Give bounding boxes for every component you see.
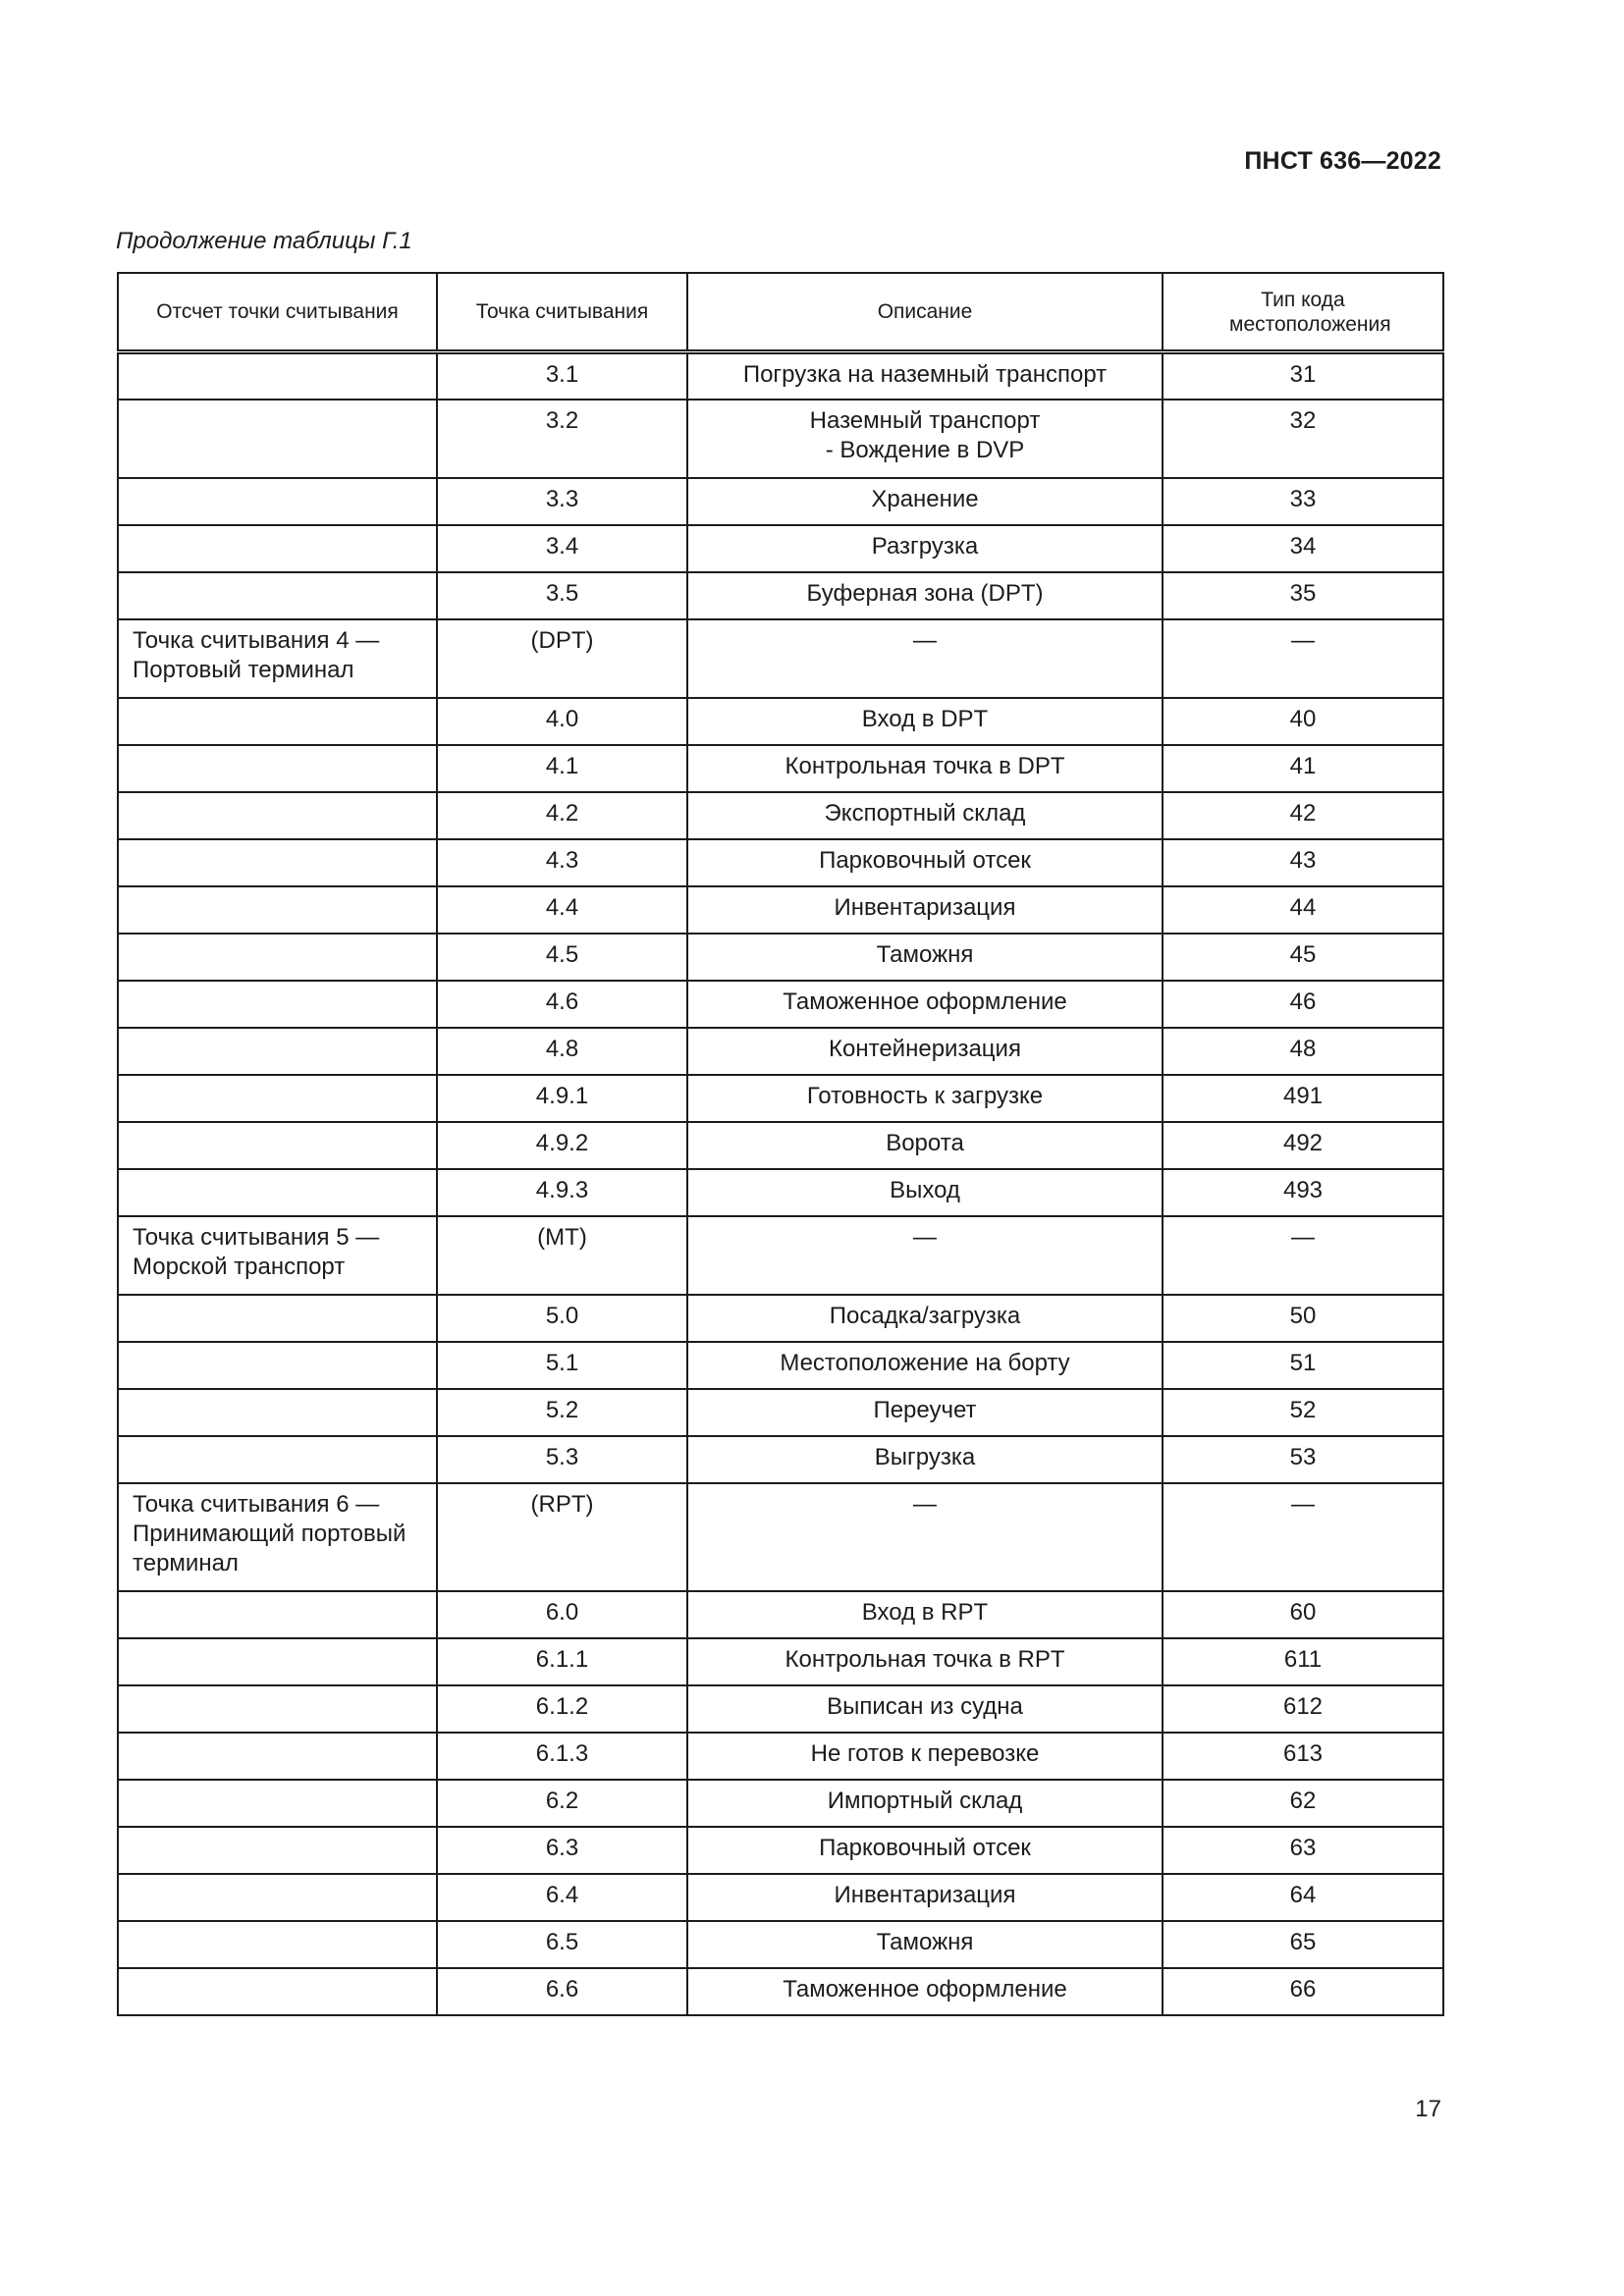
- reading-points-table: [117, 272, 1444, 2016]
- cell-reading-point: 5.1: [437, 1342, 687, 1389]
- cell-description: Парковочный отсек: [687, 839, 1163, 886]
- table-row: [118, 1968, 1443, 2015]
- cell-reading-point: 4.5: [437, 934, 687, 981]
- table-row: [118, 1733, 1443, 1780]
- cell-location-code: 491: [1163, 1075, 1443, 1122]
- cell-location-code: 64: [1163, 1874, 1443, 1921]
- table-row: [118, 1827, 1443, 1874]
- cell-description: Парковочный отсек: [687, 1827, 1163, 1874]
- table-row: [118, 934, 1443, 981]
- table-header-row: [118, 273, 1443, 352]
- table-row: [118, 1685, 1443, 1733]
- cell-reading-point-group: [118, 1295, 437, 1342]
- cell-reading-point-group: [118, 1075, 437, 1122]
- table-row: [118, 981, 1443, 1028]
- cell-reading-point-group: [118, 1921, 437, 1968]
- table-body: [118, 352, 1443, 2015]
- cell-location-code: 33: [1163, 478, 1443, 525]
- cell-reading-point-group: [118, 1685, 437, 1733]
- cell-description: Контейнеризация: [687, 1028, 1163, 1075]
- cell-description: Вход в RPT: [687, 1591, 1163, 1638]
- cell-location-code: 66: [1163, 1968, 1443, 2015]
- table-row: [118, 745, 1443, 792]
- cell-location-code: 46: [1163, 981, 1443, 1028]
- cell-description: Хранение: [687, 478, 1163, 525]
- cell-description: Выписан из судна: [687, 1685, 1163, 1733]
- table-row: [118, 1389, 1443, 1436]
- cell-description: Буферная зона (DPT): [687, 572, 1163, 619]
- table-row: [118, 525, 1443, 572]
- cell-description: Переучет: [687, 1389, 1163, 1436]
- cell-reading-point-group: [118, 1968, 437, 2015]
- cell-reading-point-group: [118, 1389, 437, 1436]
- cell-reading-point: 3.3: [437, 478, 687, 525]
- cell-reading-point-group: [118, 1436, 437, 1483]
- cell-description: Контрольная точка в RPT: [687, 1638, 1163, 1685]
- cell-location-code: —: [1163, 619, 1443, 698]
- table-row: [118, 1591, 1443, 1638]
- cell-location-code: 612: [1163, 1685, 1443, 1733]
- column-header-point: Точка считывания: [437, 273, 687, 352]
- location-code-header-text: Тип кода местоположения: [1229, 288, 1391, 336]
- table-row: [118, 1075, 1443, 1122]
- table-row: [118, 619, 1443, 698]
- cell-description: Вход в DPT: [687, 698, 1163, 745]
- cell-reading-point-group: [118, 352, 437, 400]
- table-row: [118, 400, 1443, 478]
- table-row: [118, 1295, 1443, 1342]
- cell-reading-point: (RPT): [437, 1483, 687, 1591]
- cell-location-code: —: [1163, 1216, 1443, 1295]
- cell-description: Ворота: [687, 1122, 1163, 1169]
- table-row: [118, 1638, 1443, 1685]
- cell-description: Контрольная точка в DPT: [687, 745, 1163, 792]
- cell-location-code: 52: [1163, 1389, 1443, 1436]
- cell-description: Разгрузка: [687, 525, 1163, 572]
- cell-reading-point: 6.5: [437, 1921, 687, 1968]
- cell-location-code: 48: [1163, 1028, 1443, 1075]
- cell-reading-point: 5.0: [437, 1295, 687, 1342]
- table-row: [118, 698, 1443, 745]
- cell-reading-point: 4.6: [437, 981, 687, 1028]
- cell-location-code: 65: [1163, 1921, 1443, 1968]
- cell-description: Погрузка на наземный транспорт: [687, 352, 1163, 400]
- table-row: [118, 839, 1443, 886]
- cell-location-code: 35: [1163, 572, 1443, 619]
- table-row: [118, 1122, 1443, 1169]
- cell-location-code: 34: [1163, 525, 1443, 572]
- cell-reading-point-group: [118, 1342, 437, 1389]
- cell-reading-point-group: [118, 792, 437, 839]
- table-row: [118, 1874, 1443, 1921]
- table-row: [118, 792, 1443, 839]
- cell-reading-point: 4.9.2: [437, 1122, 687, 1169]
- cell-location-code: 60: [1163, 1591, 1443, 1638]
- table-row: [118, 478, 1443, 525]
- cell-description: Таможенное оформление: [687, 1968, 1163, 2015]
- cell-reading-point: 4.9.3: [437, 1169, 687, 1216]
- page-number: 17: [1415, 2096, 1441, 2122]
- table-row: [118, 352, 1443, 400]
- cell-reading-point-group: [118, 400, 437, 478]
- cell-location-code: 41: [1163, 745, 1443, 792]
- cell-reading-point: 6.1.3: [437, 1733, 687, 1780]
- cell-location-code: 63: [1163, 1827, 1443, 1874]
- cell-reading-point: 4.1: [437, 745, 687, 792]
- table-row: [118, 886, 1443, 934]
- cell-description: Таможенное оформление: [687, 981, 1163, 1028]
- cell-reading-point: 6.4: [437, 1874, 687, 1921]
- cell-reading-point-group: [118, 1733, 437, 1780]
- cell-location-code: 493: [1163, 1169, 1443, 1216]
- cell-reading-point: 6.3: [437, 1827, 687, 1874]
- cell-location-code: 492: [1163, 1122, 1443, 1169]
- cell-reading-point: 3.4: [437, 525, 687, 572]
- cell-location-code: 62: [1163, 1780, 1443, 1827]
- table-row: [118, 1216, 1443, 1295]
- cell-description: Инвентаризация: [687, 1874, 1163, 1921]
- cell-reading-point: 3.2: [437, 400, 687, 478]
- cell-reading-point: 6.2: [437, 1780, 687, 1827]
- cell-reading-point: 4.3: [437, 839, 687, 886]
- cell-reading-point: 6.6: [437, 1968, 687, 2015]
- cell-description: Готовность к загрузке: [687, 1075, 1163, 1122]
- table-row: [118, 1780, 1443, 1827]
- cell-reading-point: 3.1: [437, 352, 687, 400]
- cell-reading-point: 4.4: [437, 886, 687, 934]
- cell-description: Местоположение на борту: [687, 1342, 1163, 1389]
- document-code: ПНСТ 636—2022: [1244, 147, 1441, 175]
- cell-location-code: 51: [1163, 1342, 1443, 1389]
- cell-reading-point-group: [118, 745, 437, 792]
- cell-description: Таможня: [687, 934, 1163, 981]
- cell-description: —: [687, 619, 1163, 698]
- table-row: [118, 1028, 1443, 1075]
- cell-reading-point: 4.2: [437, 792, 687, 839]
- table-caption: Продолжение таблицы Г.1: [116, 228, 412, 254]
- cell-reading-point: 3.5: [437, 572, 687, 619]
- table-row: [118, 1342, 1443, 1389]
- cell-description: Выгрузка: [687, 1436, 1163, 1483]
- cell-reading-point: (DPT): [437, 619, 687, 698]
- cell-description: Не готов к перевозке: [687, 1733, 1163, 1780]
- cell-reading-point-group: [118, 698, 437, 745]
- cell-location-code: 50: [1163, 1295, 1443, 1342]
- column-header-location-code: [1163, 273, 1443, 352]
- cell-location-code: 43: [1163, 839, 1443, 886]
- cell-reading-point: 4.0: [437, 698, 687, 745]
- cell-location-code: 611: [1163, 1638, 1443, 1685]
- cell-reading-point-group: [118, 478, 437, 525]
- cell-description: —: [687, 1216, 1163, 1295]
- cell-reading-point-group: [118, 1028, 437, 1075]
- cell-reading-point: 6.1.1: [437, 1638, 687, 1685]
- cell-reading-point-group: Точка считывания 5 — Морской транспорт: [118, 1216, 437, 1295]
- table-row: [118, 1169, 1443, 1216]
- cell-reading-point-group: [118, 839, 437, 886]
- cell-location-code: 613: [1163, 1733, 1443, 1780]
- table-row: [118, 1436, 1443, 1483]
- cell-location-code: 32: [1163, 400, 1443, 478]
- cell-reading-point-group: [118, 934, 437, 981]
- cell-location-code: 40: [1163, 698, 1443, 745]
- cell-reading-point-group: [118, 1122, 437, 1169]
- column-header-group: Отсчет точки считывания: [118, 273, 437, 352]
- table-row: [118, 1483, 1443, 1591]
- cell-description: Инвентаризация: [687, 886, 1163, 934]
- cell-reading-point-group: [118, 525, 437, 572]
- table-row: [118, 572, 1443, 619]
- cell-description: Экспортный склад: [687, 792, 1163, 839]
- cell-reading-point-group: [118, 1874, 437, 1921]
- cell-reading-point-group: [118, 1591, 437, 1638]
- cell-reading-point: 5.3: [437, 1436, 687, 1483]
- cell-description: —: [687, 1483, 1163, 1591]
- column-header-description: Описание: [687, 273, 1163, 352]
- cell-reading-point-group: [118, 1638, 437, 1685]
- cell-reading-point: 6.1.2: [437, 1685, 687, 1733]
- cell-location-code: 53: [1163, 1436, 1443, 1483]
- cell-reading-point-group: Точка считывания 4 — Портовый терминал: [118, 619, 437, 698]
- cell-location-code: 45: [1163, 934, 1443, 981]
- cell-location-code: —: [1163, 1483, 1443, 1591]
- cell-location-code: 31: [1163, 352, 1443, 400]
- cell-description: Таможня: [687, 1921, 1163, 1968]
- cell-reading-point: (МТ): [437, 1216, 687, 1295]
- cell-reading-point-group: [118, 981, 437, 1028]
- cell-reading-point: 4.9.1: [437, 1075, 687, 1122]
- cell-reading-point: 5.2: [437, 1389, 687, 1436]
- cell-description: Посадка/загрузка: [687, 1295, 1163, 1342]
- cell-reading-point-group: [118, 1780, 437, 1827]
- cell-reading-point: 6.0: [437, 1591, 687, 1638]
- cell-reading-point: 4.8: [437, 1028, 687, 1075]
- cell-description: Импортный склад: [687, 1780, 1163, 1827]
- cell-reading-point-group: [118, 1827, 437, 1874]
- cell-reading-point-group: [118, 1169, 437, 1216]
- cell-description: Наземный транспорт - Вождение в DVP: [687, 400, 1163, 478]
- cell-description: Выход: [687, 1169, 1163, 1216]
- cell-location-code: 44: [1163, 886, 1443, 934]
- table-row: [118, 1921, 1443, 1968]
- cell-reading-point-group: Точка считывания 6 — Принимающий портовый терминал: [118, 1483, 437, 1591]
- cell-reading-point-group: [118, 572, 437, 619]
- cell-location-code: 42: [1163, 792, 1443, 839]
- cell-reading-point-group: [118, 886, 437, 934]
